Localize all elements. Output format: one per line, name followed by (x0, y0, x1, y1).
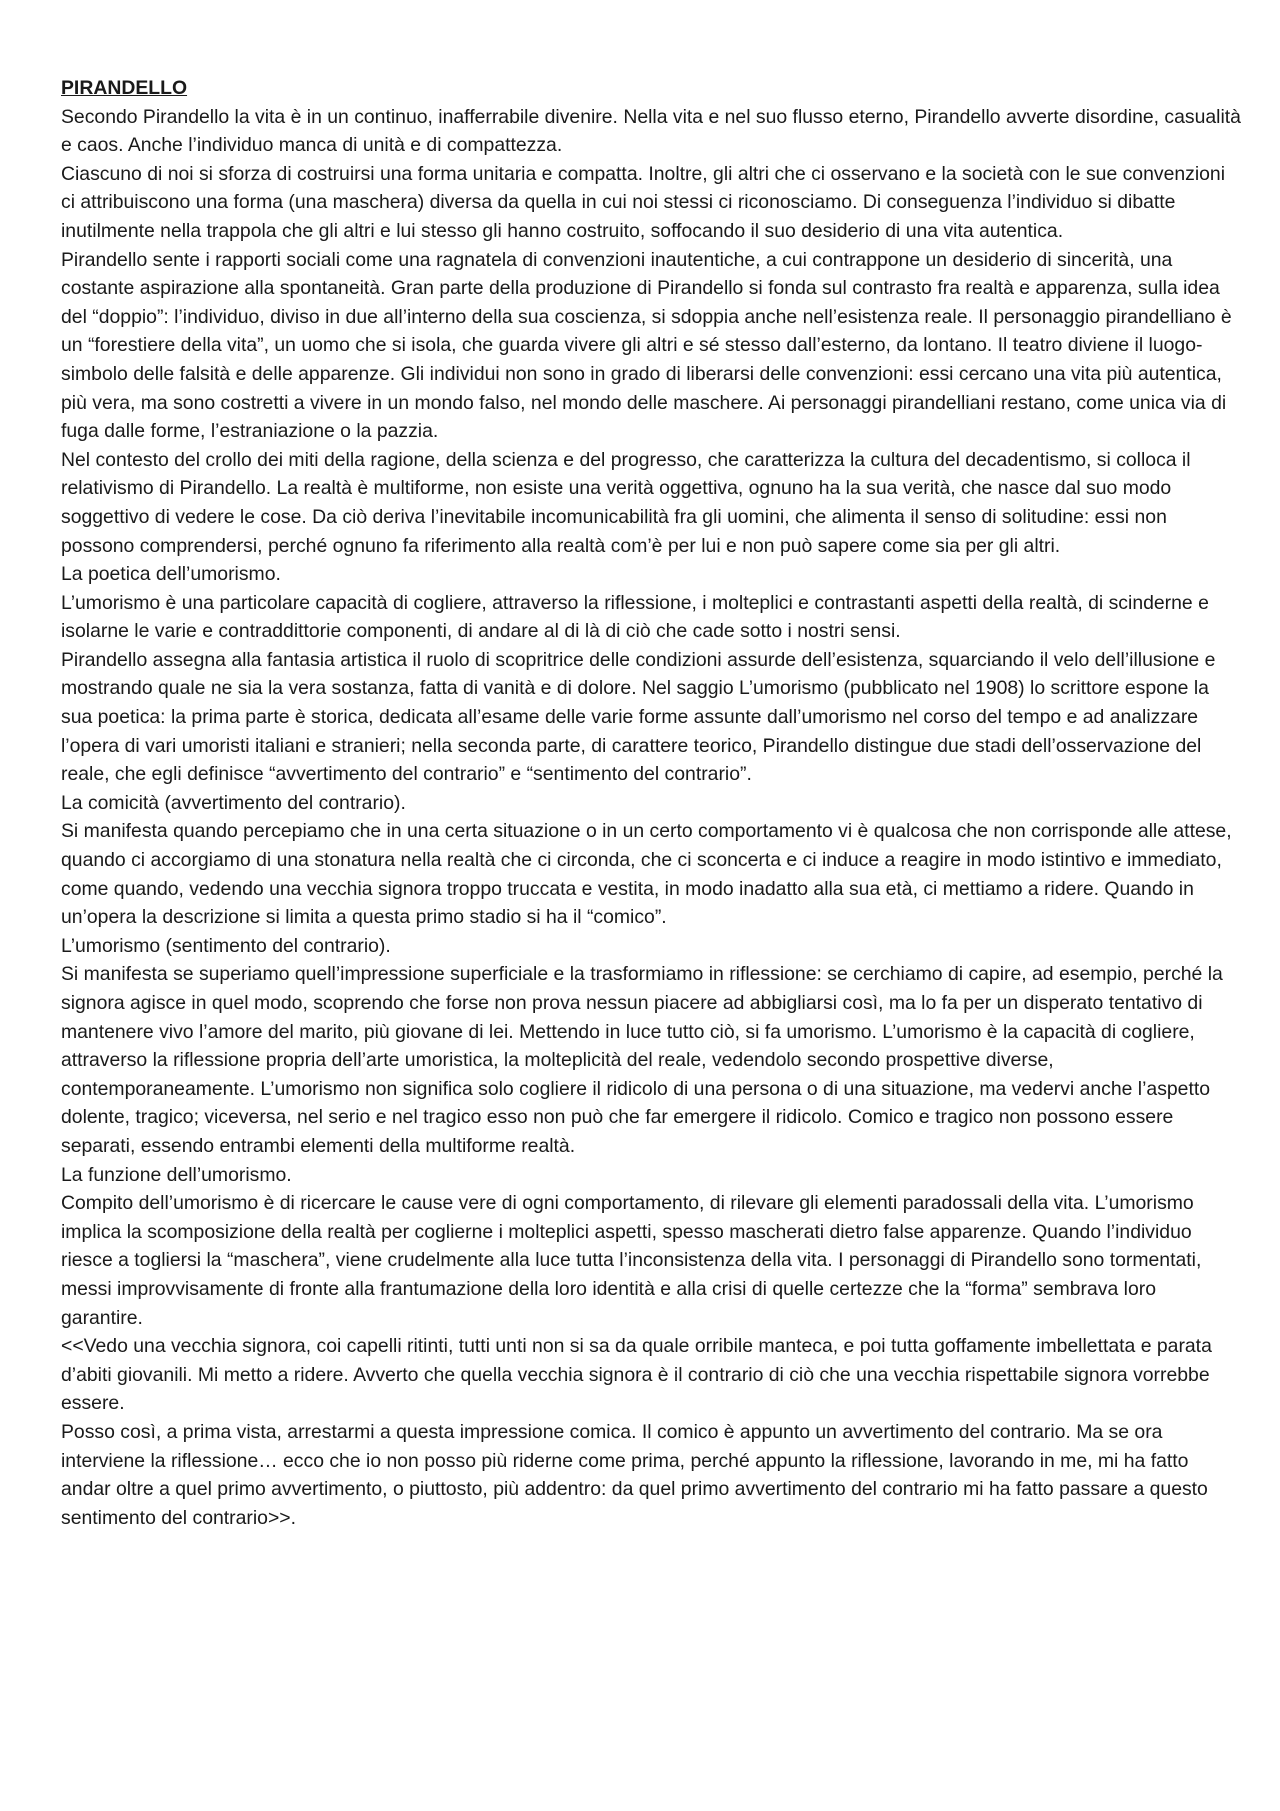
paragraph-forma: Ciascuno di noi si sforza di costruirsi una forma unitaria e compatta. Inoltre, gli altri che ci osservano e la società con le sue convenzioni ci attribuiscono una forma (una maschera) diversa da quella in cui noi stessi ci riconosciamo. Di conseguenza l’individuo si dibatte inutilmente nella trappola che gli altri e lui stesso gli hanno costruito, soffocando il suo desiderio di una vita autentica. (61, 162, 1226, 242)
paragraph-umorismo-definizione: L’umorismo è una particolare capacità di cogliere, attraverso la riflessione, i molteplici e contrastanti aspetti della realtà, di scinderne e isolarne le varie e contraddittorie componenti, di andare al di là di ciò che cade sotto i nostri sensi. (61, 591, 1209, 643)
paragraph-sentimento: Si manifesta se superiamo quell’impressione superficiale e la trasformiamo in riflessione: se cerchiamo di capire, ad esempio, perché la signora agisce in quel modo, scoprendo che forse non prova nessun piacere ad abbigliarsi così, ma lo fa per un disperato tentativo di mantenere vivo l’amore del marito, più giovane di lei. Mettendo in luce tutto ciò, si fa umorismo. L’umorismo è la capacità di cogliere, attraverso la riflessione propria dell’arte umoristica, la molteplicità del reale, vedendolo secondo prospettive diverse, contemporaneamente. L’umorismo non significa solo cogliere il ridicolo di una persona o di una situazione, ma vedervi anche l’aspetto dolente, tragico; viceversa, nel serio e nel tragico esso non può che far emergere il ridicolo. Comico e tragico non possono essere separati, essendo entrambi elementi della multiforme realtà. (61, 963, 1223, 1157)
section-heading-comicita: La comicità (avvertimento del contrario). (61, 791, 406, 814)
document-page (61, 74, 1241, 1532)
document-title: PIRANDELLO (61, 77, 188, 99)
paragraph-intro: Secondo Pirandello la vita è in un continuo, inafferrabile divenire. Nella vita e nel suo flusso eterno, Pirandello avverte disordine, casualità e caos. Anche l’individuo manca di unità e di compattezza. (61, 105, 1241, 157)
paragraph-comicita: Si manifesta quando percepiamo che in una certa situazione o in un certo comportamento vi è qualcosa che non corrisponde alle attese, quando ci accorgiamo di una stonatura nella realtà che ci circonda, che ci sconcerta e ci induce a reagire in modo istintivo e immediato, come quando, vedendo una vecchia signora troppo truccata e vestita, in modo inadatto alla sua età, ci mettiamo a ridere. Quando in un’opera la descrizione si limita a questa primo stadio si ha il “comico”. (61, 820, 1232, 929)
paragraph-relativismo: Nel contesto del crollo dei miti della ragione, della scienza e del progresso, che caratterizza la cultura del decadentismo, si colloca il relativismo di Pirandello. La realtà è multiforme, non esiste una verità oggettiva, ognuno ha la sua verità, che nasce dal suo modo soggettivo di vedere le cose. Da ciò deriva l’inevitabile incomunicabilità fra gli uomini, che alimenta il senso di solitudine: essi non possono comprendersi, perché ognuno fa riferimento alla realtà com’è per lui e non può sapere come sia per gli altri. (61, 448, 1191, 557)
section-heading-sentimento: L’umorismo (sentimento del contrario). (61, 934, 391, 957)
section-heading-funzione: La funzione dell’umorismo. (61, 1163, 292, 1186)
section-heading-poetica: La poetica dell’umorismo. (61, 563, 281, 586)
paragraph-rapporti-sociali: Pirandello sente i rapporti sociali come una ragnatela di convenzioni inautentiche, a cui contrappone un desiderio di sincerità, una costante aspirazione alla spontaneità. Gran parte della produzione di Pirandello si fonda sul contrasto fra realtà e apparenza, sulla idea del “doppio”: l’individuo, diviso in due all’interno della sua coscienza, si sdoppia anche nell’esistenza reale. Il personaggio pirandelliano è un “forestiere della vita”, un uomo che si isola, che guarda vivere gli altri e sé stesso dall’esterno, da lontano. Il teatro diviene il luogo-simbolo delle falsità e delle apparenze. Gli individui non sono in grado di liberarsi delle convenzioni: essi cercano una vita più autentica, più vera, ma sono costretti a vivere in un mondo falso, nel mondo delle maschere. Ai personaggi pirandelliani restano, come unica via di fuga dalle forme, l’estraniazione o la pazzia. (61, 248, 1232, 443)
paragraph-saggio-umorismo: Pirandello assegna alla fantasia artistica il ruolo di scopritrice delle condizioni assurde dell’esistenza, squarciando il velo dell’illusione e mostrando quale ne sia la vera sostanza, fatta di vanità e di dolore. Nel saggio L’umorismo (pubblicato nel 1908) lo scrittore espone la sua poetica: la prima parte è storica, dedicata all’esame delle varie forme assunte dall’umorismo nel corso del tempo e ad analizzare l’opera di vari umoristi italiani e stranieri; nella seconda parte, di carattere teorico, Pirandello distingue due stadi dell’osservazione del reale, che egli definisce “avvertimento del contrario” e “sentimento del contrario”. (61, 648, 1216, 786)
quote-paragraph-1: <<Vedo una vecchia signora, coi capelli ritinti, tutti unti non si sa da quale orribile manteca, e poi tutta goffamente imbellettata e parata d’abiti giovanili. Mi metto a ridere. Avverto che quella vecchia signora è il contrario di ciò che una vecchia rispettabile signora vorrebbe essere. (61, 1335, 1212, 1415)
quote-paragraph-2: Posso così, a prima vista, arrestarmi a questa impressione comica. Il comico è appunto un avvertimento del contrario. Ma se ora interviene la riflessione… ecco che io non posso più riderne come prima, perché appunto la riflessione, lavorando in me, mi ha fatto andar oltre a quel primo avvertimento, o piuttosto, più addentro: da quel primo avvertimento del contrario mi ha fatto passare a questo sentimento del contrario>>. (61, 1420, 1208, 1529)
paragraph-funzione: Compito dell’umorismo è di ricercare le cause vere di ogni comportamento, di rilevare gli elementi paradossali della vita. L’umorismo implica la scomposizione della realtà per coglierne i molteplici aspetti, spesso mascherati dietro false apparenze. Quando l’individuo riesce a togliersi la “maschera”, viene crudelmente alla luce tutta l’inconsistenza della vita. I personaggi di Pirandello sono tormentati, messi improvvisamente di fronte alla frantumazione della loro identità e alla crisi di quelle certezze che la “forma” sembrava loro garantire. (61, 1192, 1202, 1329)
